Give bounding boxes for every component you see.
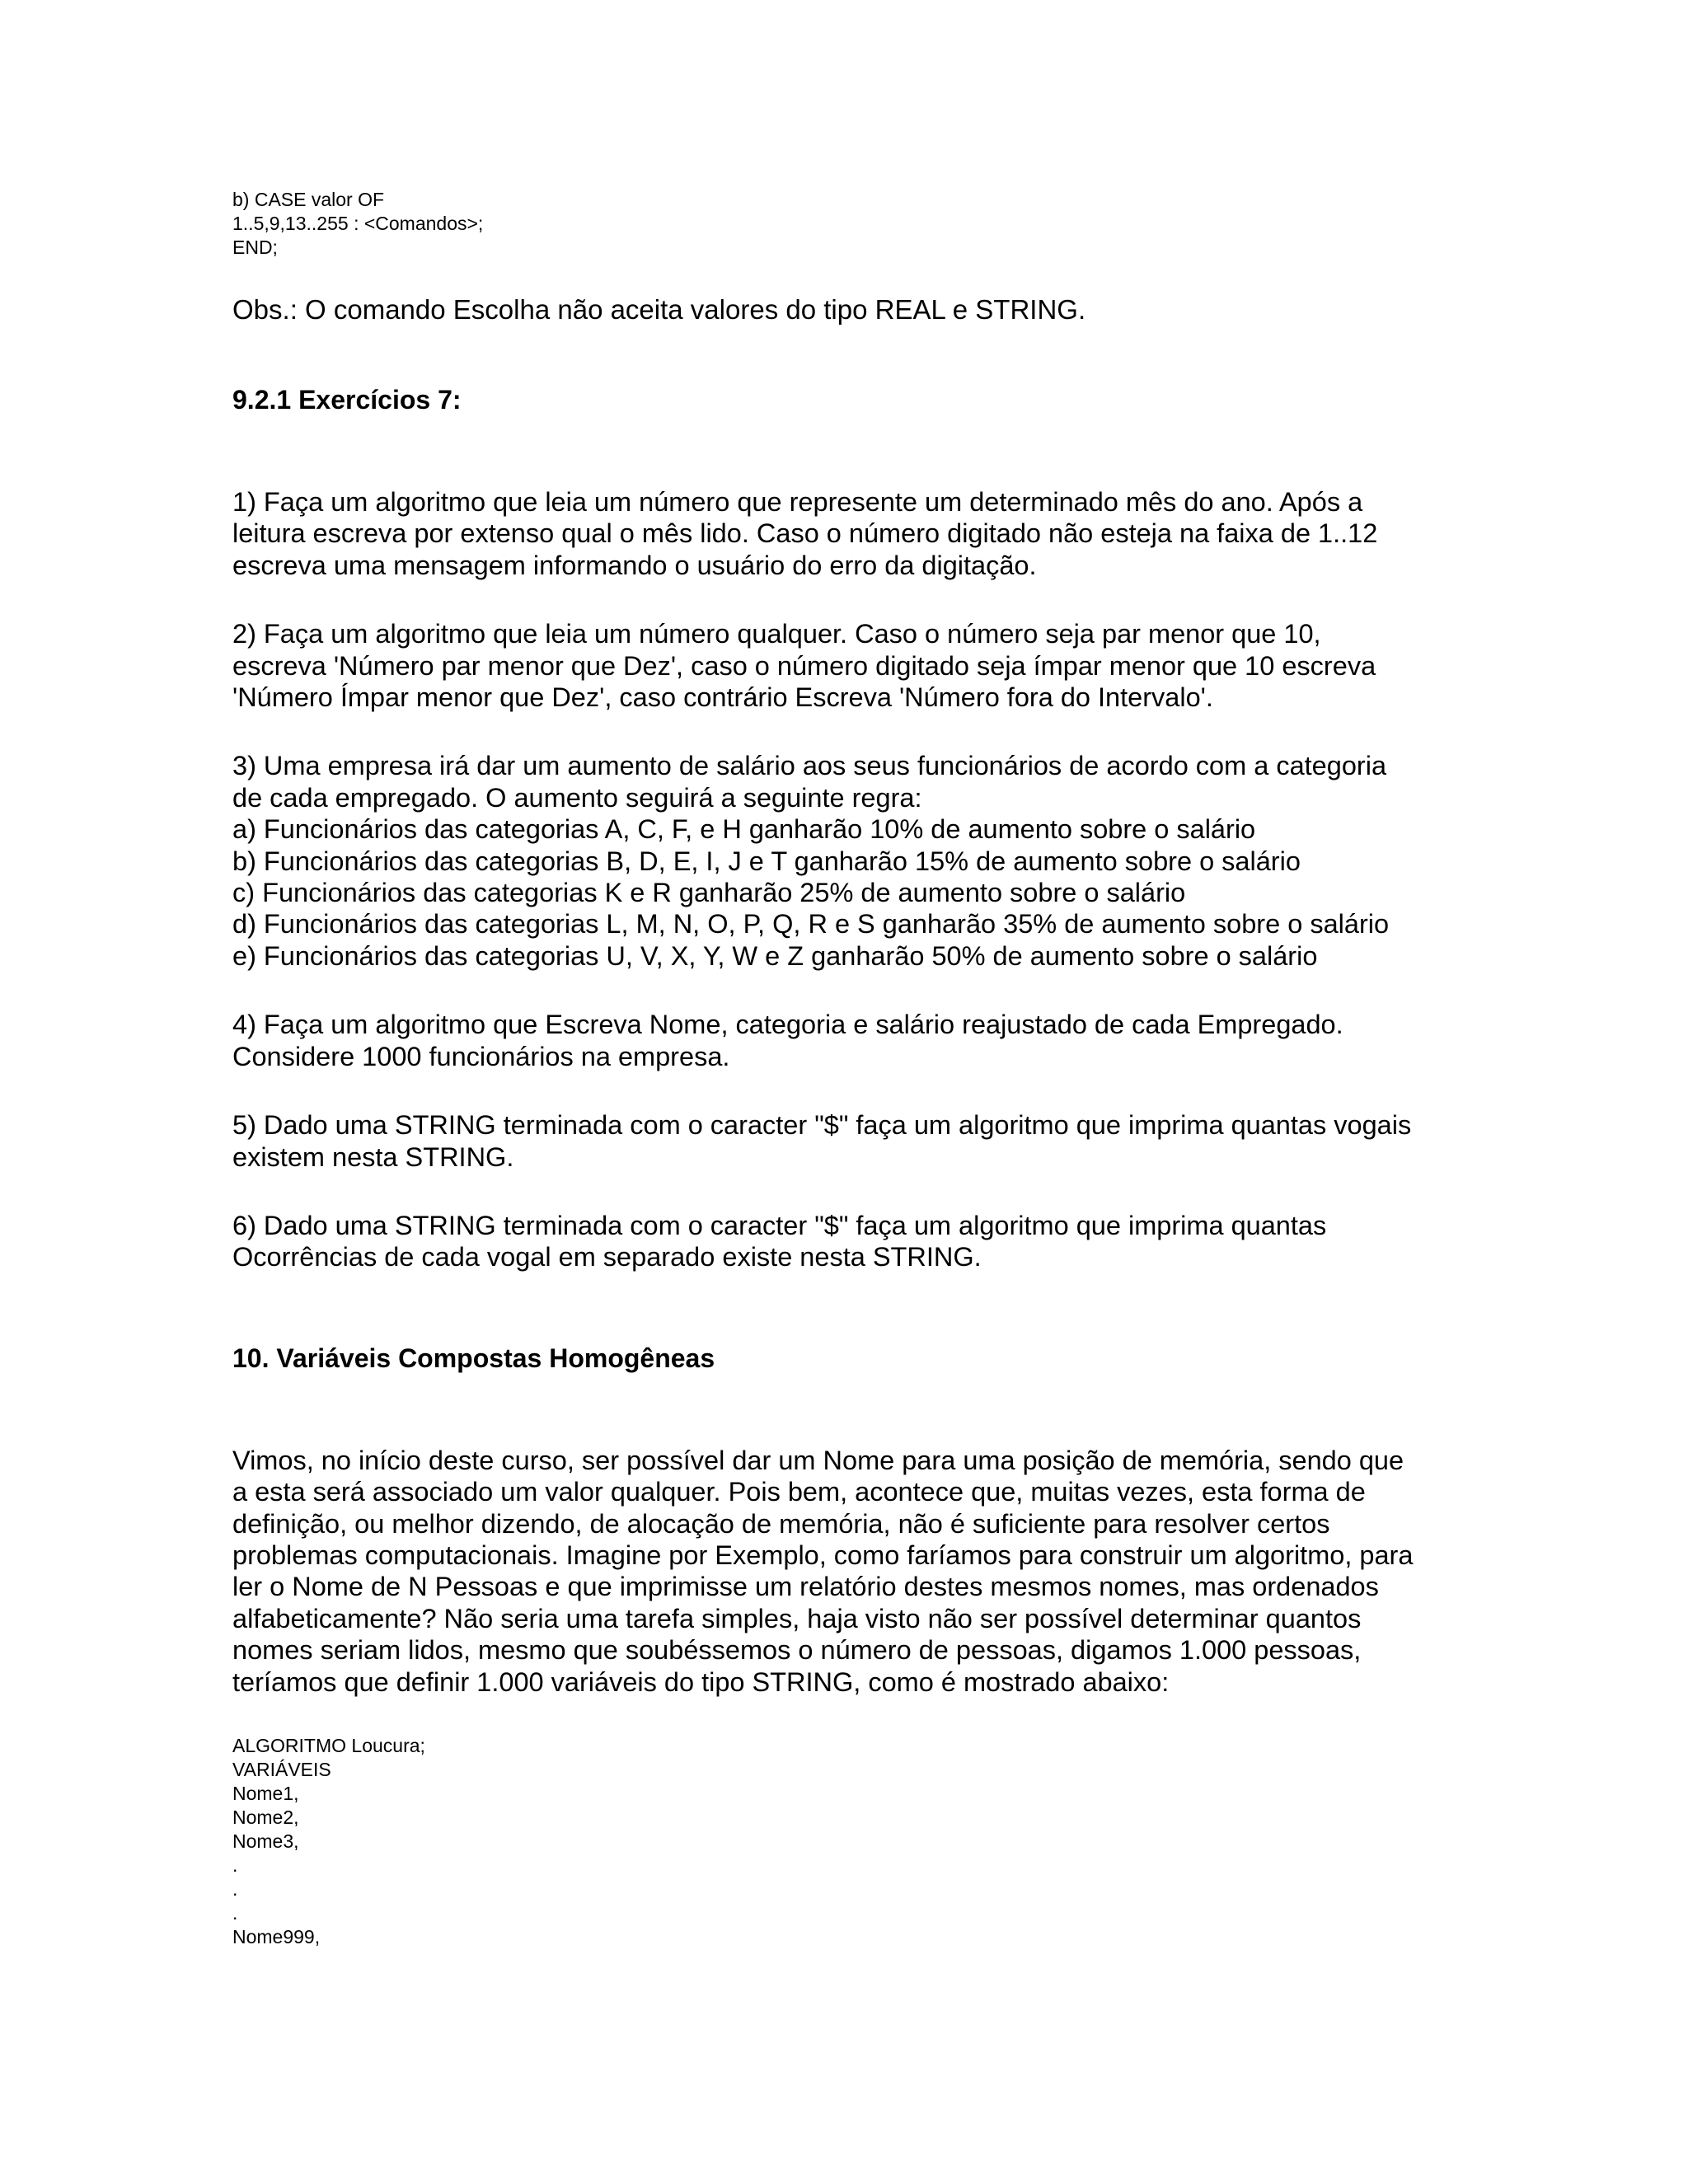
exercise-1 [232,486,1469,581]
rule-a: a) Funcionários das categorias A, C, F, e H ganharão 10% de aumento sobre o salário [232,814,1256,845]
text-line: teríamos que definir 1.000 variáveis do tipo STRING, como é mostrado abaixo: [232,1666,1170,1697]
code-line: VARIÁVEIS [232,1758,331,1780]
document-page [232,188,1469,1949]
exercises-heading: 9.2.1 Exercícios 7: [232,385,462,415]
code-line: ALGORITMO Loucura; [232,1734,425,1756]
observation-note: Obs.: O comando Escolha não aceita valores do tipo REAL e STRING. [232,294,1086,325]
code-line: . [232,1901,238,1924]
text-line: 6) Dado uma STRING terminada com o caracter "$" faça um algoritmo que imprima quantas [232,1210,1327,1240]
section-heading: 10. Variáveis Compostas Homogêneas [232,1343,715,1373]
exercise-3 [232,750,1469,972]
exercise-2 [232,618,1469,713]
text-line: escreva 'Número par menor que Dez', caso o número digitado seja ímpar menor que 10 escreva [232,650,1376,681]
exercise-6 [232,1210,1469,1273]
text-line: definição, ou melhor dizendo, de alocação de memória, não é suficiente para resolver certos [232,1508,1330,1539]
code-line: 1..5,9,13..255 : <Comandos>; [232,213,484,234]
text-line: problemas computacionais. Imagine por Exemplo, como faríamos para construir um algoritmo, para [232,1540,1414,1570]
rule-c: c) Funcionários das categorias K e R ganharão 25% de aumento sobre o salário [232,878,1186,908]
text-line: 3) Uma empresa irá dar um aumento de salário aos seus funcionários de acordo com a categoria [232,751,1387,781]
case-code-block [232,188,1469,260]
code-line: Nome2, [232,1806,299,1828]
text-line: Considere 1000 funcionários na empresa. [232,1041,730,1071]
text-line: 5) Dado uma STRING terminada com o caracter "$" faça um algoritmo que imprima quantas vogais [232,1110,1412,1141]
rule-d: d) Funcionários das categorias L, M, N, O, P, Q, R e S ganharão 35% de aumento sobre o salário [232,909,1390,940]
text-line: 2) Faça um algoritmo que leia um número qualquer. Caso o número seja par menor que 10, [232,619,1321,649]
text-line: a esta será associado um valor qualquer. Pois bem, acontece que, muitas vezes, esta forma de [232,1477,1366,1507]
rule-e: e) Funcionários das categorias U, V, X, Y, W e Z ganharão 50% de aumento sobre o salário [232,940,1318,971]
code-line: . [232,1877,238,1900]
text-line: Ocorrências de cada vogal em separado existe nesta STRING. [232,1242,982,1272]
text-line: alfabeticamente? Não seria uma tarefa simples, haja visto não ser possível determinar quantos [232,1603,1362,1633]
text-line: existem nesta STRING. [232,1141,514,1172]
exercise-5 [232,1109,1469,1173]
code-line: Nome1, [232,1782,299,1804]
text-line: leitura escreva por extenso qual o mês lido. Caso o número digitado não esteja na faixa de 1..12 [232,518,1378,549]
text-line: escreva uma mensagem informando o usuário do erro da digitação. [232,550,1037,580]
text-line: ler o Nome de N Pessoas e que imprimisse um relatório destes mesmos nomes, mas ordenados [232,1572,1379,1602]
text-line: 1) Faça um algoritmo que leia um número que represente um determinado mês do ano. Após a [232,487,1363,517]
code-line: b) CASE valor OF [232,189,385,210]
rule-b: b) Funcionários das categorias B, D, E, I, J e T ganharão 15% de aumento sobre o salário [232,846,1301,876]
text-line: nomes seriam lidos, mesmo que soubéssemos o número de pessoas, digamos 1.000 pessoas, [232,1635,1362,1666]
algorithm-code-block [232,1734,1469,1949]
code-line: Nome999, [232,1925,321,1947]
text-line: Vimos, no início deste curso, ser possível dar um Nome para uma posição de memória, sendo que [232,1445,1404,1475]
code-line: Nome3, [232,1830,299,1852]
code-line: END; [232,237,278,258]
code-line: . [232,1854,238,1876]
text-line: 'Número Ímpar menor que Dez', caso contrário Escreva 'Número fora do Intervalo'. [232,682,1213,713]
exercise-4 [232,1009,1469,1072]
text-line: 4) Faça um algoritmo que Escreva Nome, categoria e salário reajustado de cada Empregado. [232,1010,1343,1040]
text-line: de cada empregado. O aumento seguirá a seguinte regra: [232,782,922,813]
section-paragraph [232,1445,1469,1698]
